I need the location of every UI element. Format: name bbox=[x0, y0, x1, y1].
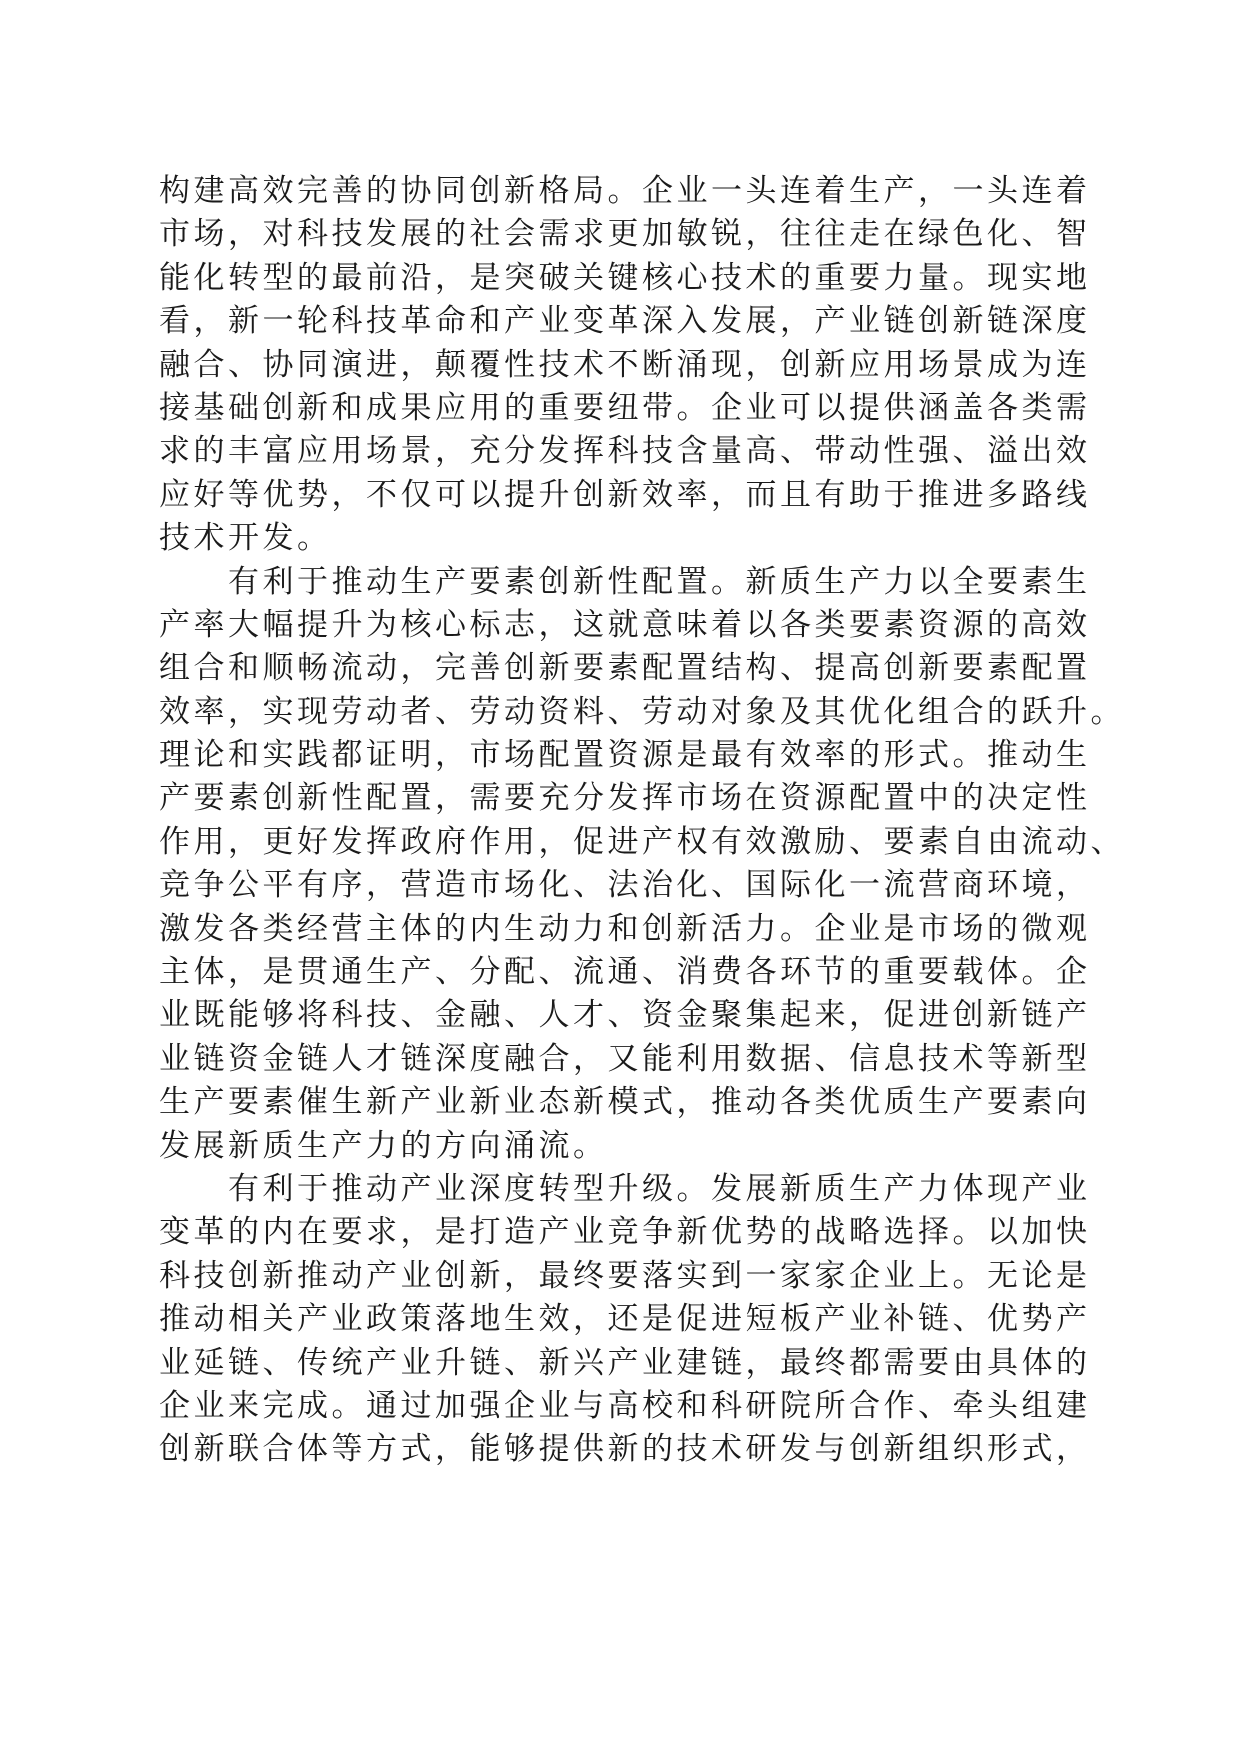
text-line: 构建高效完善的协同创新格局。企业一头连着生产，一头连着 bbox=[159, 173, 1091, 209]
text-line: 应好等优势，不仅可以提升创新效率，而且有助于推进多路线 bbox=[159, 476, 1091, 513]
text-line: 激发各类经营主体的内生动力和创新活力。企业是市场的微观 bbox=[159, 910, 1091, 947]
text-line: 组合和顺畅流动，完善创新要素配置结构、提高创新要素配置 bbox=[159, 650, 1091, 687]
text-line: 市场，对科技发展的社会需求更加敏锐，往往走在绿色化、智 bbox=[159, 216, 1091, 253]
text-line: 业延链、传统产业升链、新兴产业建链，最终都需要由具体的 bbox=[159, 1344, 1091, 1381]
text-line: 理论和实践都证明，市场配置资源是最有效率的形式。推动生 bbox=[159, 737, 1091, 774]
body-text bbox=[159, 170, 1125, 1472]
text-line: 变革的内在要求，是打造产业竞争新优势的战略选择。以加快 bbox=[159, 1214, 1091, 1251]
text-line: 技术开发。 bbox=[159, 520, 332, 557]
paragraph-start-line: 有利于推动产业深度转型升级。发展新质生产力体现产业 bbox=[228, 1170, 1091, 1207]
text-line: 看，新一轮科技革命和产业变革深入发展，产业链创新链深度 bbox=[159, 303, 1091, 340]
paragraph-start-line: 有利于推动生产要素创新性配置。新质生产力以全要素生 bbox=[228, 563, 1091, 600]
text-line: 求的丰富应用场景，充分发挥科技含量高、带动性强、溢出效 bbox=[159, 433, 1091, 470]
text-line: 企业来完成。通过加强企业与高校和科研院所合作、牵头组建 bbox=[159, 1387, 1091, 1424]
text-line: 创新联合体等方式，能够提供新的技术研发与创新组织形式， bbox=[159, 1431, 1091, 1468]
text-line: 科技创新推动产业创新，最终要落实到一家家企业上。无论是 bbox=[159, 1257, 1091, 1294]
text-line: 融合、协同演进，颠覆性技术不断涌现，创新应用场景成为连 bbox=[159, 346, 1091, 383]
text-line: 竞争公平有序，营造市场化、法治化、国际化一流营商环境， bbox=[159, 867, 1091, 904]
text-line: 推动相关产业政策落地生效，还是促进短板产业补链、优势产 bbox=[159, 1301, 1091, 1338]
text-line: 接基础创新和成果应用的重要纽带。企业可以提供涵盖各类需 bbox=[159, 389, 1091, 426]
text-line: 作用，更好发挥政府作用，促进产权有效激励、要素自由流动、 bbox=[159, 823, 1125, 860]
text-line: 效率，实现劳动者、劳动资料、劳动对象及其优化组合的跃升。 bbox=[159, 693, 1125, 730]
text-line: 产要素创新性配置，需要充分发挥市场在资源配置中的决定性 bbox=[159, 780, 1091, 817]
text-line: 业既能够将科技、金融、人才、资金聚集起来，促进创新链产 bbox=[159, 997, 1091, 1034]
text-line: 业链资金链人才链深度融合，又能利用数据、信息技术等新型 bbox=[159, 1040, 1091, 1077]
text-line: 产率大幅提升为核心标志，这就意味着以各类要素资源的高效 bbox=[159, 606, 1091, 643]
text-line: 发展新质生产力的方向涌流。 bbox=[159, 1127, 608, 1164]
text-line: 主体，是贯通生产、分配、流通、消费各环节的重要载体。企 bbox=[159, 954, 1091, 991]
text-line: 生产要素催生新产业新业态新模式，推动各类优质生产要素向 bbox=[159, 1084, 1091, 1121]
text-line: 能化转型的最前沿，是突破关键核心技术的重要力量。现实地 bbox=[159, 259, 1091, 296]
